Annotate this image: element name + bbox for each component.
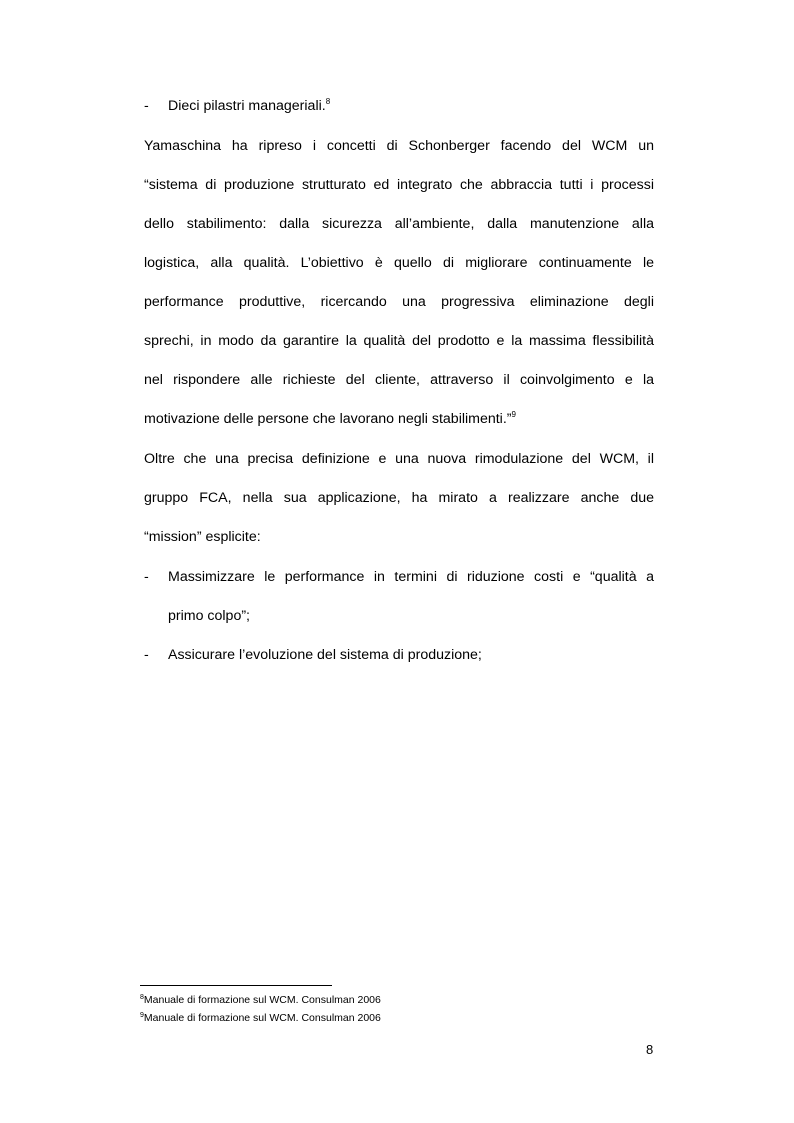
paragraph-1-line-6: sprechi, in modo da garantire la qualità del prodotto e la massima flessibilità <box>144 333 654 349</box>
bullet-item-massimizzare-line-2: primo colpo”; <box>168 608 251 624</box>
footnote-8 <box>140 994 381 1007</box>
paragraph-1-line-2: “sistema di produzione strutturato ed integrato che abbraccia tutti i processi <box>144 177 654 193</box>
paragraph-2-line-1: Oltre che una precisa definizione e una nuova rimodulazione del WCM, il <box>144 451 654 467</box>
bullet-item-massimizzare-line-1: Massimizzare le performance in termini di riduzione costi e “qualità a <box>168 569 654 585</box>
paragraph-1-line-7: nel rispondere alle richieste del cliente, attraverso il coinvolgimento e la <box>144 372 654 388</box>
paragraph-2-line-3: “mission” esplicite: <box>144 529 261 545</box>
footnote-number: 9 <box>140 1012 144 1019</box>
paragraph-1-line-3: dello stabilimento: dalla sicurezza all’ambiente, dalla manutenzione alla <box>144 216 654 232</box>
footnote-text: Manuale di formazione sul WCM. Consulman 2006 <box>143 1012 381 1024</box>
paragraph-2-line-2: gruppo FCA, nella sua applicazione, ha mirato a realizzare anche due <box>144 490 654 506</box>
bullet-text: Dieci pilastri manageriali. <box>168 98 326 114</box>
bullet-dash: - <box>144 98 149 114</box>
footnote-separator <box>140 985 332 986</box>
footnote-text: Manuale di formazione sul WCM. Consulman 2006 <box>143 994 381 1006</box>
paragraph-1-line-5: performance produttive, ricercando una progressiva eliminazione degli <box>144 294 654 310</box>
page-number: 8 <box>646 1042 654 1057</box>
footnote-ref-8: 8 <box>325 97 331 106</box>
bullet-dash: - <box>144 647 149 663</box>
footnote-number: 8 <box>140 994 144 1001</box>
footnote-9 <box>140 1012 381 1025</box>
paragraph-1-line-8: motivazione delle persone che lavorano negli stabilimenti.”$^9$ <box>144 410 516 427</box>
bullet-item-dieci-pilastri <box>168 97 330 115</box>
bullet-item-assicurare: Assicurare l’evoluzione del sistema di produzione; <box>168 647 482 663</box>
footnote-ref-9: 9 <box>511 410 516 419</box>
paragraph-1-line-1: Yamaschina ha ripreso i concetti di Schonberger facendo del WCM un <box>144 138 654 154</box>
paragraph-1-line-4: logistica, alla qualità. L’obiettivo è quello di migliorare continuamente le <box>144 255 654 271</box>
bullet-dash: - <box>144 569 149 585</box>
